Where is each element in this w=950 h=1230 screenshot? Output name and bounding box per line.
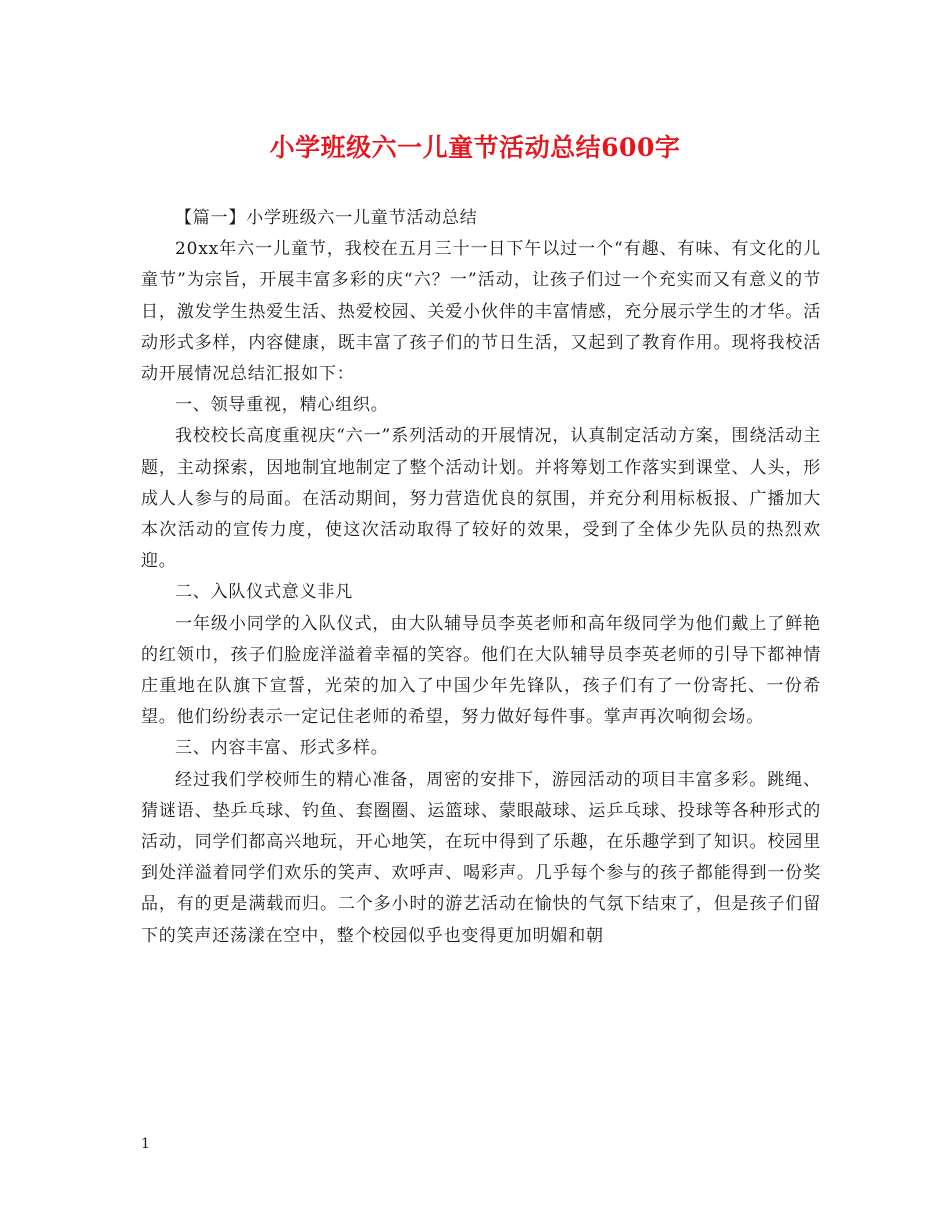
- paragraph-section-2: 一年级小同学的入队仪式，由大队辅导员李英老师和高年级同学为他们戴上了鲜艳的红领巾，孩子们脸庞洋溢着幸福的笑容。他们在大队辅导员李英老师的引导下都神情庄重地在队旗下宣誓，光荣的加入了中国少年先锋队，孩子们有了一份寄托、一份希望。他们纷纷表示一定记住老师的希望，努力做好每件事。掌声再次响彻会场。: [141, 613, 821, 728]
- page-number: 1: [141, 1136, 150, 1152]
- document-body: [141, 203, 821, 952]
- document-title: 小学班级六一儿童节活动总结600字: [269, 133, 681, 162]
- chapter-heading: 【篇一】小学班级六一儿童节活动总结: [175, 208, 478, 228]
- paragraph-section-1: 我校校长高度重视庆“六一”系列活动的开展情况，认真制定活动方案，围绕活动主题，主动探索，因地制宜地制定了整个活动计划。并将筹划工作落实到课堂、人头，形成人人参与的局面。在活动期间，努力营造优良的氛围，并充分利用标板报、广播加大本次活动的宣传力度，使这次活动取得了较好的效果，受到了全体少先队员的热烈欢迎。: [141, 426, 821, 572]
- section-heading-2: 二、入队仪式意义非凡: [175, 582, 353, 603]
- section-heading-1: 一、领导重视，精心组织。: [175, 395, 389, 416]
- section-heading-3: 三、内容丰富、形式多样。: [175, 738, 389, 759]
- paragraph-intro: 20xx年六一儿童节，我校在五月三十一日下午以过一个“有趣、有味、有文化的儿童节”为宗旨，开展丰富多彩的庆“六？一”活动，让孩子们过一个充实而又有意义的节日，激发学生热爱生活、热爱校园、关爱小伙伴的丰富情感，充分展示学生的才华。活动形式多样，内容健康，既丰富了孩子们的节日生活，又起到了教育作用。现将我校活动开展情况总结汇报如下：: [141, 239, 821, 385]
- paragraph-section-3: 经过我们学校师生的精心准备，周密的安排下，游园活动的项目丰富多彩。跳绳、猜谜语、垫乒乓球、钓鱼、套圈圈、运篮球、蒙眼敲球、运乒乓球、投球等各种形式的活动，同学们都高兴地玩，开心地笑，在玩中得到了乐趣，在乐趣学到了知识。校园里到处洋溢着同学们欢乐的笑声、欢呼声、喝彩声。几乎每个参与的孩子都能得到一份奖品，有的更是满载而归。二个多小时的游艺活动在愉快的气氛下结束了，但是孩子们留下的笑声还荡漾在空中，整个校园似乎也变得更加明媚和朝: [141, 769, 821, 946]
